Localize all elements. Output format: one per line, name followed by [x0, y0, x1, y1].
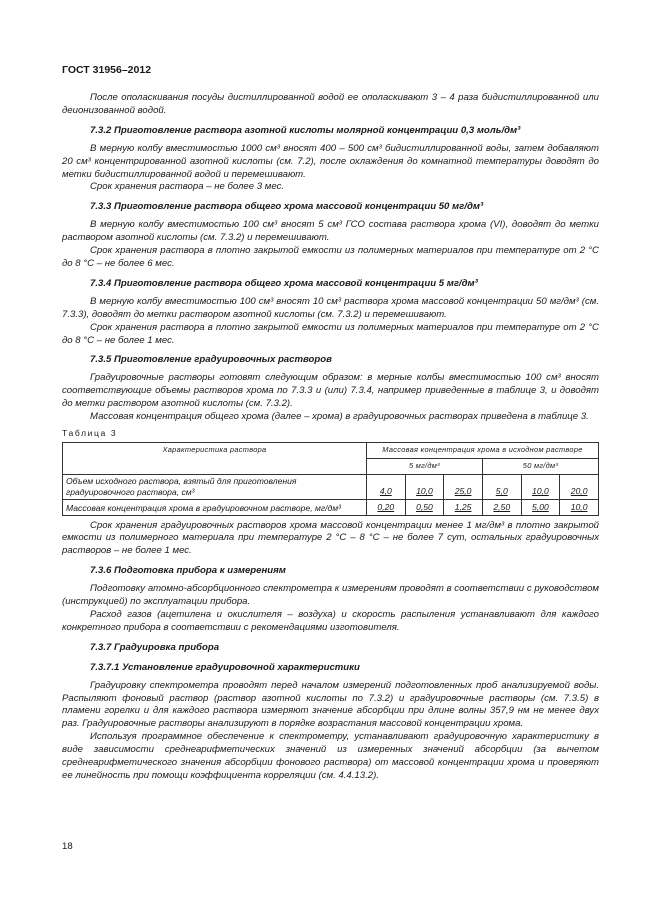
table-row	[63, 499, 599, 515]
section-heading: 7.3.6 Подготовка прибора к измерениям	[90, 565, 286, 577]
table-cell: 5,00	[521, 499, 560, 515]
table-subheader-50: 50 мг/дм³	[482, 458, 598, 474]
section-heading: 7.3.5 Приготовление градуировочных растворов	[90, 354, 332, 366]
section-heading: 7.3.3 Приготовление раствора общего хрома массовой концентрации 50 мг/дм³	[90, 201, 484, 213]
section-heading: 7.3.7 Градуировка прибора	[90, 641, 220, 653]
table-col-header: Характеристика раствора	[63, 442, 367, 474]
section-heading: 7.3.2 Приготовление раствора азотной кислоты молярной концентрации 0,3 моль/дм³	[90, 124, 521, 136]
table-row	[63, 474, 599, 499]
table-subheader-5: 5 мг/дм³	[366, 458, 482, 474]
table-row-label: Массовая концентрация хрома в градуировочном растворе, мг/дм³	[63, 499, 367, 515]
table-cell: 5,0	[482, 474, 521, 499]
table-cell: 1,25	[444, 499, 483, 515]
table-cell: 2,50	[482, 499, 521, 515]
table-header-row	[63, 442, 599, 458]
table-cell: 10,0	[405, 474, 444, 499]
table-row-label: Объем исходного раствора, взятый для приготовления градуировочного раствора, см³	[63, 474, 367, 499]
paragraph: Используя программное обеспечение к спектрометру, устанавливают градуировочную характеристику в виде зависимости среднеарифметических значений из измеренных значений абсорбции (за вычетом среднеарифметического значения абсорбции фонового раствора) от массовой концентрации хрома и проверяют ее линейность при помощи коэффициента корреляции (см. 4.4.13.2).	[62, 731, 599, 781]
paragraph: Градуировочные растворы готовят следующим образом: в мерные колбы вместимостью 100 см³ вносят соответствующие объемы растворов хрома по 7.3.3 и (или) 7.3.4, например приведенные в таблице 3, и доводят до метки раствором азотной кислоты (см. 7.3.2).	[62, 372, 599, 410]
table-cell: 0,50	[405, 499, 444, 515]
section-7-3-6-to-7-3-7	[62, 520, 599, 783]
table-cell: 0,20	[366, 499, 405, 515]
table-cell: 10,0	[560, 499, 599, 515]
paragraph: В мерную колбу вместимостью 100 см³ вносят 5 см³ ГСО состава раствора хрома (VI), доводят до метки раствором азотной кислоты (см. 7.3.2) и перемешивают.	[62, 219, 599, 244]
paragraph: Расход газов (ацетилена и окислителя – воздуха) и скорость распыления устанавливают для каждого конкретного прибора в соответствии с рекомендациями изготовителя.	[62, 609, 599, 633]
table-group-header: Массовая концентрация хрома в исходном растворе	[366, 442, 598, 458]
paragraph: Подготовку атомно-абсорбционного спектрометра к измерениям проводят в соответствии с руководством (инструкцией) по эксплуатации прибора.	[62, 583, 599, 608]
table-3	[62, 442, 599, 516]
table-cell: 4,0	[366, 474, 405, 499]
paragraph: Срок хранения раствора – не более 3 мес.	[90, 181, 285, 193]
page-number: 18	[62, 841, 73, 852]
page-body	[62, 92, 599, 783]
table-caption: Таблица 3	[62, 427, 118, 438]
section-7-3-2-to-7-3-5	[62, 92, 599, 424]
table-cell: 10,0	[521, 474, 560, 499]
section-heading: 7.3.4 Приготовление раствора общего хрома массовой концентрации 5 мг/дм³	[90, 277, 478, 289]
paragraph: После ополаскивания посуды дистиллированной водой ее ополаскивают 3 – 4 раза бидистиллированной или деионизованной водой.	[62, 92, 599, 116]
paragraph: Срок хранения раствора в плотно закрытой емкости из полимерных материалов при температуре от 2 °С до 8 °С – не более 6 мес.	[62, 245, 599, 269]
table-cell: 20,0	[560, 474, 599, 499]
table-cell: 25,0	[444, 474, 483, 499]
paragraph: Градуировку спектрометра проводят перед началом измерений подготовленных проб анализируемой воды. Распыляют фоновый раствор (раствор азотной кислоты по 7.3.2) и градуировочные растворы (см. 7.3.5) в пламени горелки и для каждого раствора измеряют значение абсорбции при длине волны 357,9 нм не менее двух раз. Градуировочные растворы анализируют в порядке возрастания массовой концентрации хрома.	[62, 679, 599, 730]
paragraph: Срок хранения раствора в плотно закрытой емкости из полимерных материалов при температуре от 2 °С до 8 °С – не более 1 мес.	[62, 321, 599, 346]
standard-header: ГОСТ 31956–2012	[62, 64, 152, 76]
paragraph: Массовая концентрация общего хрома (далее – хрома) в градуировочных растворах приведена в таблице 3.	[90, 411, 589, 423]
paragraph: В мерную колбу вместимостью 100 см³ вносят 10 см³ раствора хрома массовой концентрации 50 мг/дм³ (см. 7.3.3), доводят до метки раствором азотной кислоты (см. 7.3.2) и перемешивают.	[62, 295, 599, 320]
section-heading: 7.3.7.1 Установление градуировочной характеристики	[90, 661, 360, 673]
paragraph: Срок хранения градуировочных растворов хрома массовой концентрации менее 1 мг/дм³ в плотно закрытой емкости из полимерного материала при температуре 2 °С – 8 °С – не более 7 сут, остальных градуировочных растворов – не более 1 мес.	[62, 519, 599, 557]
paragraph: В мерную колбу вместимостью 1000 см³ вносят 400 – 500 см³ бидистиллированной воды, затем добавляют 20 см³ концентрированной азотной кислоты (см. 7.2), после охлаждения до комнатной температуры доводят до метки бидистиллированной водой и перемешивают.	[62, 142, 599, 180]
